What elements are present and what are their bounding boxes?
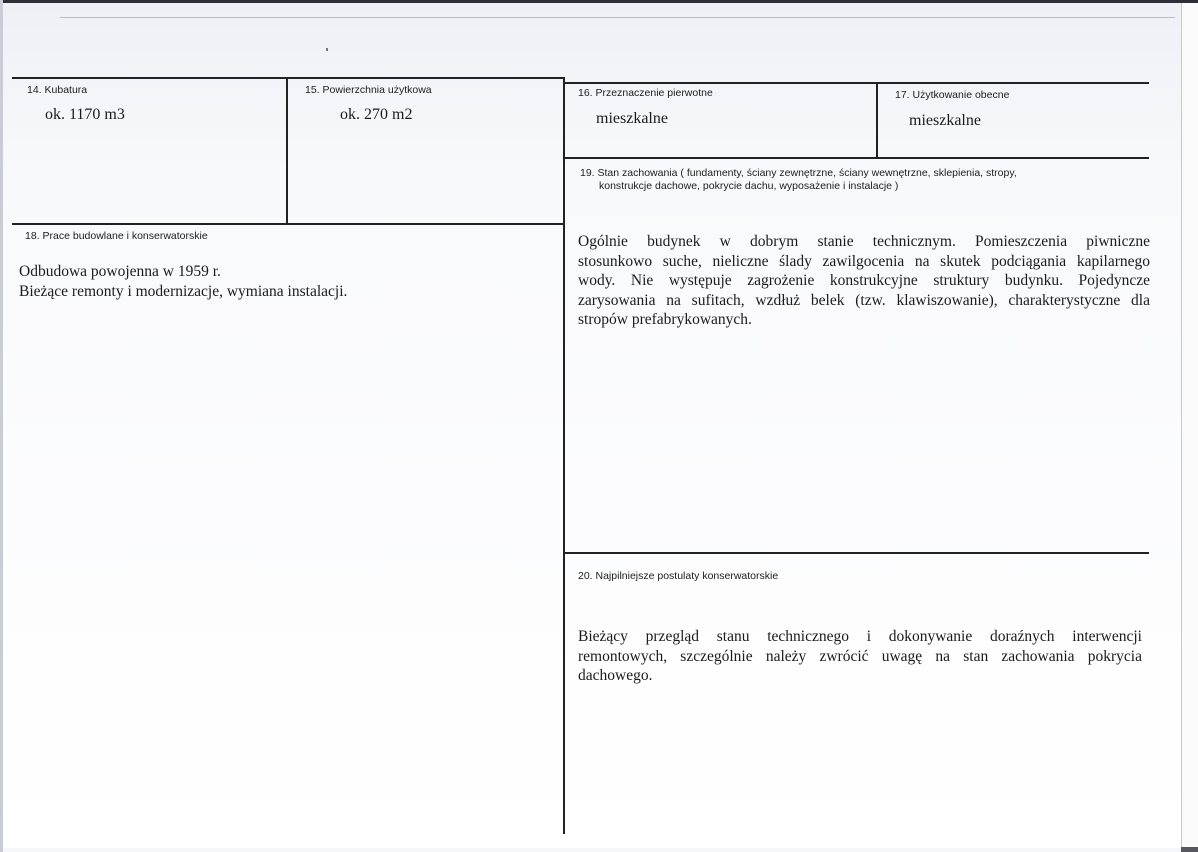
field-18-line: Odbudowa powojenna w 1959 r. [19,263,221,280]
field-20-line: remontowych, szczególnie należy zwrócić uwagę na stan zachowania pokrycia [578,647,1142,665]
field-19-line: zarysowania na sufitach, wzdłuż belek (tzw. klawiszowanie), charakterystyczne dla [578,291,1150,309]
rule-above-19 [565,157,1149,159]
field-19-line: stosunkowo suche, nieliczne ślady zawilgocenia na skutek podciągania kapilarnego [578,252,1150,270]
rule-top-left [12,77,565,79]
field-19-label-line1: 19. Stan zachowania ( fundamenty, ściany zewnętrzne, ściany wewnętrzne, sklepienia, stropy, [580,167,1017,179]
rule-top-right [565,82,1149,84]
field-18-text [19,262,519,301]
faint-header-rule [60,17,1175,18]
field-19-line: Ogólnie budynek w dobrym stanie technicznym. Pomieszczenia piwniczne [578,233,1150,250]
field-18-line: Bieżące remonty i modernizacje, wymiana instalacji. [19,282,348,300]
scan-right-margin [1181,3,1198,852]
field-18-label: 18. Prace budowlane i konserwatorskie [25,230,208,242]
field-15-value: ok. 270 m2 [340,106,413,123]
field-14-label: 14. Kubatura [27,84,88,96]
divider-center [563,77,565,834]
field-19-line: stropów prefabrykowanych. [578,311,752,328]
scan-speck [326,48,328,51]
divider-14-15 [286,77,288,224]
field-17-label: 17. Użytkowanie obecne [895,89,1010,101]
divider-16-17 [876,82,878,157]
field-17-value: mieszkalne [909,112,981,129]
field-15-label: 15. Powierzchnia użytkowa [305,84,432,96]
rule-above-18 [12,223,565,225]
field-19-label-line2: konstrukcje dachowe, pokrycie dachu, wyposażenie i instalacje ) [599,180,899,192]
field-19-text [578,232,1150,330]
field-20-line: dachowego. [578,667,653,684]
scan-bottom-edge [1181,847,1198,852]
field-14-value: ok. 1170 m3 [45,106,125,123]
rule-above-20 [565,552,1149,554]
document-page [3,3,1181,848]
field-20-text [578,627,1142,686]
field-16-label: 16. Przeznaczenie pierwotne [578,87,713,99]
field-19-line: wody. Nie występuje zagrożenie konstrukcyjne struktury budynku. Pojedyncze [578,272,1150,289]
field-20-label: 20. Najpilniejsze postulaty konserwatorskie [578,570,779,582]
field-16-value: mieszkalne [596,110,668,127]
field-20-line: Bieżący przegląd stanu technicznego i dokonywanie doraźnych interwencji [578,628,1142,645]
